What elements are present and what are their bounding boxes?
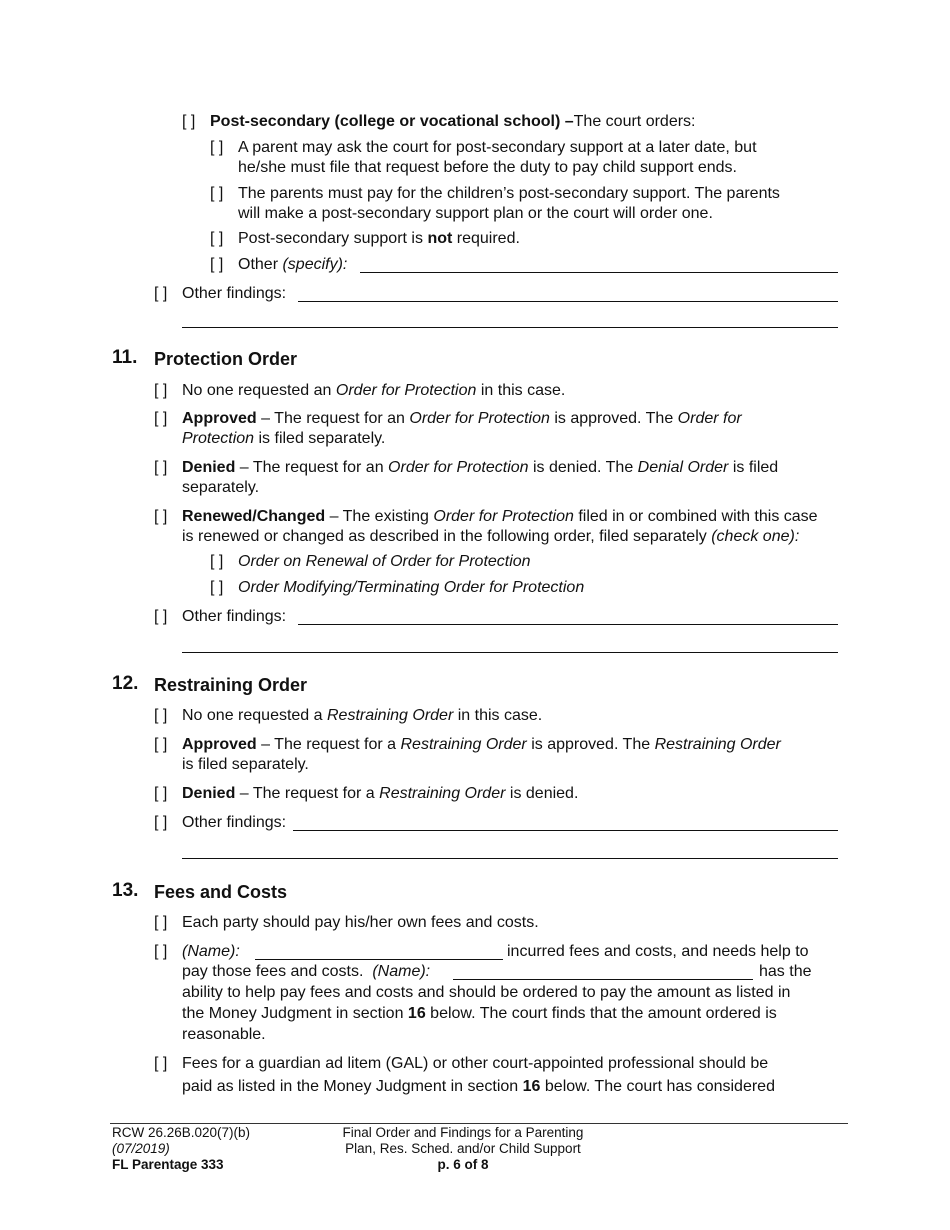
item-italic: (check one): — [711, 528, 800, 545]
restraining-approved — [154, 735, 781, 755]
checkbox[interactable]: [ ] — [154, 459, 168, 476]
protection-approved-cont — [182, 429, 385, 449]
checkbox[interactable]: [ ] — [210, 256, 224, 273]
item-text: incurred fees and costs, and needs help to — [507, 943, 809, 960]
item-text: – The request for an — [261, 410, 405, 427]
section-number: 11. — [112, 347, 138, 368]
name-blank-1[interactable] — [255, 959, 503, 960]
section-title: Protection Order — [154, 349, 298, 369]
item-text: No one requested a — [182, 707, 323, 724]
other-findings-blank-2[interactable] — [182, 327, 838, 328]
checkbox[interactable]: [ ] — [210, 230, 224, 247]
name-label: (Name): — [182, 943, 240, 960]
item-text: is approved. The — [554, 410, 674, 427]
protection-denied — [154, 458, 778, 478]
item-text: is approved. The — [531, 736, 651, 753]
checkbox[interactable]: [ ] — [210, 579, 224, 596]
checkbox[interactable]: [ ] — [210, 139, 224, 156]
item-italic: Order for Protection — [335, 382, 477, 399]
option-text-cont: he/she must file that request before the duty to pay child support ends. — [238, 159, 737, 176]
item-text: filed in or combined with this case — [578, 508, 818, 525]
item-italic: Restraining Order — [327, 707, 454, 724]
post-secondary-title: Post-secondary (college or vocational school) – — [210, 113, 574, 130]
section-reference: 16 — [407, 1005, 426, 1022]
protection-sub-modifying — [210, 578, 584, 598]
section-reference: 16 — [522, 1078, 541, 1095]
option-text-cont: will make a post-secondary support plan or the court will order one. — [238, 205, 713, 222]
checkbox[interactable]: [ ] — [154, 410, 168, 427]
item-text: reasonable. — [182, 1026, 266, 1043]
item-text: pay those fees and costs. — [182, 963, 364, 980]
checkbox[interactable]: [ ] — [210, 553, 224, 570]
checkbox[interactable]: [ ] — [154, 736, 168, 753]
checkbox[interactable]: [ ] — [154, 814, 168, 831]
item-italic: Restraining Order — [400, 736, 527, 753]
other-findings-blank[interactable] — [298, 624, 838, 625]
option-emphasis: not — [427, 230, 453, 247]
item-text: – The existing — [329, 508, 429, 525]
item-text: the Money Judgment in section — [182, 1005, 404, 1022]
item-text: is filed separately. — [258, 430, 386, 447]
checkbox[interactable]: [ ] — [154, 707, 168, 724]
protection-renewed-cont — [182, 527, 799, 547]
footer-date: (07/2019) — [112, 1141, 170, 1156]
item-bold: Approved — [182, 410, 257, 427]
checkbox[interactable]: [ ] — [154, 285, 168, 302]
fees-own — [154, 913, 539, 933]
fees-gal — [154, 1054, 768, 1074]
name-blank-2[interactable] — [453, 979, 753, 980]
item-text: paid as listed in the Money Judgment in section — [182, 1078, 519, 1095]
item-italic: Restraining Order — [379, 785, 506, 802]
item-text: has the — [759, 963, 812, 980]
option-text: required. — [456, 230, 520, 247]
fees-line-4 — [182, 1004, 777, 1024]
footer-divider — [110, 1123, 848, 1124]
item-bold: Denied — [182, 459, 236, 476]
footer-title: Final Order and Findings for a Parenting — [342, 1125, 584, 1140]
item-text: in this case. — [457, 707, 543, 724]
option-text: Post-secondary support is — [238, 230, 423, 247]
post-secondary-option-1 — [210, 138, 757, 158]
other-findings-label: Other findings: — [182, 608, 287, 625]
item-text: – The request for a — [261, 736, 397, 753]
post-secondary-option-2 — [210, 184, 780, 204]
item-bold: Renewed/Changed — [182, 508, 326, 525]
option-specify: (specify): — [282, 256, 348, 273]
item-text-cont: is filed separately. — [182, 756, 309, 773]
fees-needs-help — [154, 942, 240, 962]
fees-gal-cont — [182, 1077, 775, 1097]
item-text: No one requested an — [182, 382, 332, 399]
name-label: (Name): — [372, 963, 431, 980]
option-text: The parents must pay for the children’s post-secondary support. The parents — [238, 185, 780, 202]
item-italic: Denial Order — [637, 459, 729, 476]
checkbox[interactable]: [ ] — [154, 943, 168, 960]
checkbox[interactable]: [ ] — [154, 508, 168, 525]
other-findings-blank-2[interactable] — [182, 652, 838, 653]
item-text: Each party should pay his/her own fees and costs. — [182, 914, 539, 931]
s10-other-findings — [154, 284, 286, 304]
checkbox[interactable]: [ ] — [182, 113, 196, 130]
s11-other-findings — [154, 607, 286, 627]
item-text: below. The court has considered — [544, 1078, 775, 1095]
item-italic: Order for — [677, 410, 742, 427]
section-number: 13. — [112, 880, 139, 901]
checkbox[interactable]: [ ] — [154, 382, 168, 399]
checkbox[interactable]: [ ] — [154, 1055, 168, 1072]
item-italic: Order for Protection — [433, 508, 574, 525]
item-italic: Order for Protection — [409, 410, 550, 427]
other-findings-label: Other findings: — [182, 814, 287, 831]
post-secondary-tail: The court orders: — [573, 113, 696, 130]
other-findings-label: Other findings: — [182, 285, 287, 302]
item-bold: Denied — [182, 785, 236, 802]
fees-line-2 — [182, 962, 430, 982]
section-number: 12. — [112, 673, 139, 694]
item-bold: Approved — [182, 736, 257, 753]
item-italic: Order for Protection — [388, 459, 529, 476]
restraining-denied — [154, 784, 578, 804]
item-text: is denied. — [509, 785, 579, 802]
item-text: ability to help pay fees and costs and should be ordered to pay the amount as listed in — [182, 984, 791, 1001]
option-text: A parent may ask the court for post-secondary support at a later date, but — [238, 139, 757, 156]
item-text: in this case. — [480, 382, 566, 399]
footer-form-id: FL Parentage 333 — [112, 1157, 224, 1172]
checkbox[interactable]: [ ] — [154, 914, 168, 931]
item-italic: Restraining Order — [654, 736, 781, 753]
s12-other-findings — [154, 813, 286, 833]
item-text: is renewed or changed as described in the following order, filed separately — [182, 528, 707, 545]
section-title: Restraining Order — [154, 675, 308, 695]
post-secondary-option-other — [210, 255, 347, 275]
checkbox[interactable]: [ ] — [154, 785, 168, 802]
item-text-cont: separately. — [182, 479, 260, 496]
other-findings-blank-2[interactable] — [182, 858, 838, 859]
post-secondary-item — [182, 112, 695, 132]
item-italic: Order on Renewal of Order for Protection — [238, 553, 531, 570]
specify-blank[interactable] — [360, 272, 838, 273]
checkbox[interactable]: [ ] — [154, 608, 168, 625]
item-italic: Order Modifying/Terminating Order for Protection — [238, 579, 585, 596]
other-findings-blank[interactable] — [298, 301, 838, 302]
protection-sub-renewal — [210, 552, 531, 572]
post-secondary-option-3 — [210, 229, 520, 249]
checkbox[interactable]: [ ] — [210, 185, 224, 202]
option-label: Other — [238, 256, 279, 273]
item-text: Fees for a guardian ad litem (GAL) or other court-appointed professional should be — [182, 1055, 769, 1072]
footer-rcw: RCW 26.26B.020(7)(b) — [112, 1125, 251, 1140]
restraining-no-request — [154, 706, 542, 726]
page-number: p. 6 of 8 — [437, 1157, 489, 1172]
item-text: – The request for a — [239, 785, 375, 802]
item-text: below. The court finds that the amount ordered is — [430, 1005, 777, 1022]
protection-approved — [154, 409, 742, 429]
section-title: Fees and Costs — [154, 882, 288, 902]
item-text: – The request for an — [239, 459, 384, 476]
protection-renewed — [154, 507, 818, 527]
item-italic: Protection — [182, 430, 255, 447]
protection-no-request — [154, 381, 565, 401]
other-findings-blank[interactable] — [293, 830, 838, 831]
footer-title-cont: Plan, Res. Sched. and/or Child Support — [345, 1141, 581, 1156]
item-text: is denied. The — [533, 459, 634, 476]
item-text: is filed — [732, 459, 779, 476]
